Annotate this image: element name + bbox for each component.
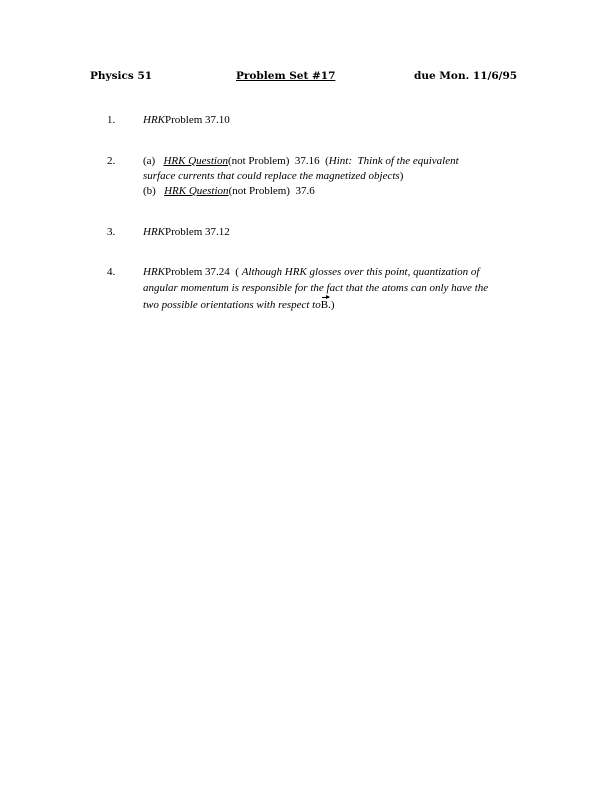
part-ref: 37.16 [294, 155, 320, 167]
problem-part-a [143, 155, 459, 167]
problem-source: HRK [143, 226, 165, 238]
part-qualifier: (not Problem) [228, 185, 290, 197]
hint-text-line2: surface currents that could replace the magnetized objects [143, 170, 400, 182]
problem-number: 1. [107, 114, 116, 126]
problem-number: 4. [107, 266, 116, 278]
problem-text [143, 114, 230, 126]
note-text: Although HRK glosses over this point, quantization of [241, 266, 480, 278]
paren-open: ( [325, 155, 329, 167]
paren-close: .) [328, 299, 335, 311]
problem-source: HRK Question [164, 185, 229, 197]
problem-source: HRK [143, 114, 165, 126]
note-line-2: angular momentum is responsible for the fact that the atoms can only have the [143, 282, 489, 294]
problem-part-b [143, 185, 315, 197]
page-header [0, 70, 612, 86]
course-name: Physics 51 [90, 70, 153, 82]
problem-ref: Problem 37.24 [165, 266, 230, 278]
problem-ref: Problem 37.10 [165, 114, 230, 126]
problem-number: 3. [107, 226, 116, 238]
hint-text: Think of the equivalent [357, 155, 459, 167]
paren-open: ( [235, 266, 239, 278]
part-label: (b) [143, 185, 156, 197]
problem-source: HRK [143, 266, 165, 278]
part-label: (a) [143, 155, 156, 167]
hint-label: Hint: [328, 155, 353, 167]
part-ref: 37.6 [295, 185, 315, 197]
hint-continuation [143, 170, 403, 182]
due-date: due Mon. 11/6/95 [414, 70, 518, 82]
problem-source: HRK Question [163, 155, 228, 167]
problem-text [143, 266, 479, 278]
problem-text [143, 226, 230, 238]
paren-close: ) [399, 170, 404, 182]
problem-number: 2. [107, 155, 116, 167]
problem-set-title: Problem Set #17 [236, 70, 336, 82]
note-text-line3: two possible orientations with respect to [143, 299, 321, 311]
problem-ref: Problem 37.12 [165, 226, 230, 238]
part-qualifier: (not Problem) [227, 155, 290, 167]
note-line-3 [143, 299, 335, 311]
vector-b-symbol: B [320, 299, 329, 311]
